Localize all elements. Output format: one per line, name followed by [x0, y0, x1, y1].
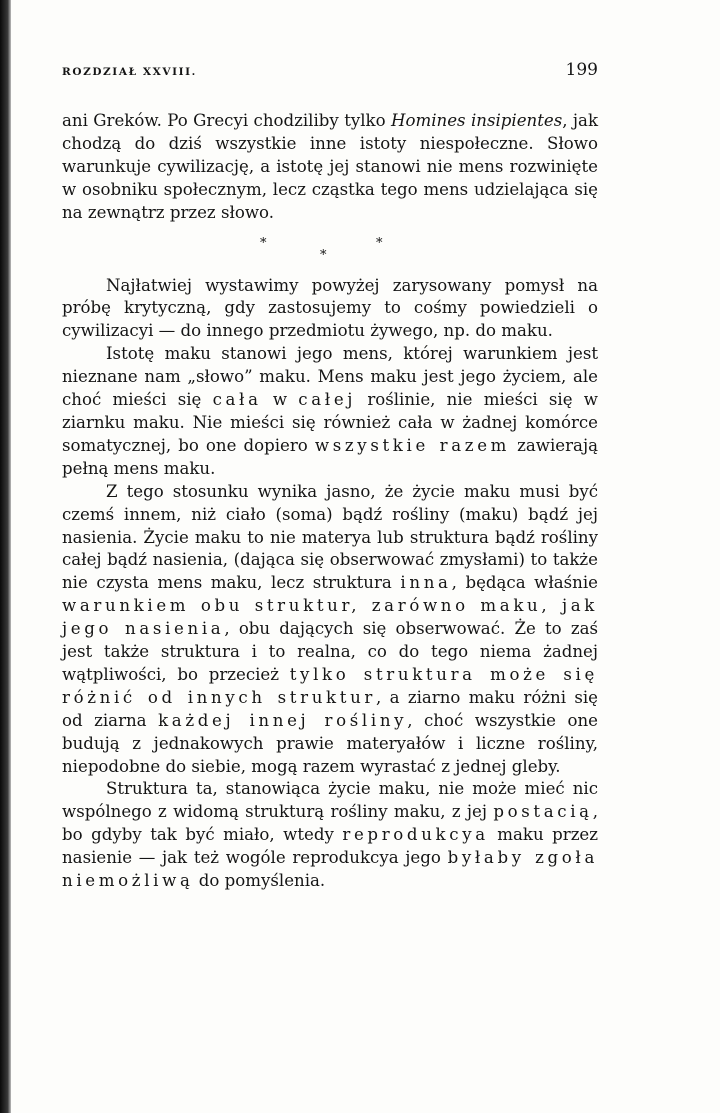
spaced-emphasis: inna [400, 573, 452, 593]
chapter-title: ROZDZIAŁ XXVIII. [62, 66, 197, 78]
text-run: Struktura ta, stanowiąca życie maku, nie może mieć nic wspólnego z widomą strukturą rośliny maku, z jej [62, 779, 598, 822]
spaced-emphasis: każdej innej rośliny [158, 710, 408, 730]
spaced-emphasis: cała [212, 390, 262, 410]
text-run: , będąca właśnie [451, 573, 598, 593]
book-page [62, 60, 598, 893]
paragraph-3 [62, 343, 598, 480]
text-run: , bo gdyby tak być miało, wtedy [62, 802, 598, 845]
book-spine-shadow [0, 0, 11, 1113]
text-run: zawierają pełną mens maku. [62, 435, 598, 478]
text-run: , a ziarno maku różni się od ziarna [62, 687, 599, 730]
text-run: roślinie, nie mieści się w ziarnku maku. Nie mieści się również cała w żadnej komórce somatycznej, bo one dopiero [62, 390, 598, 455]
text-run: do pomyślenia. [193, 871, 326, 891]
italic-run: Homines insipientes [391, 111, 563, 130]
spaced-emphasis: wszystkie razem [314, 435, 511, 455]
asterisk: * [376, 235, 383, 251]
paragraph-1 [62, 110, 598, 225]
text-run: Istotę maku stanowi jego mens, której warunkiem jest nieznane nam „słowo” maku. Mens maku jest jego życiem, ale choć mieści się [62, 344, 598, 410]
paragraph-4 [62, 481, 598, 779]
text-run: , obu dających się obserwować. Że to zaś jest także struktura i to realna, co do tego niema żadnej wątpliwości, bo przecież [62, 619, 598, 684]
paragraph-2: Najłatwiej wystawimy powyżej zarysowany pomysł na próbę krytyczną, gdy zastosujemy to cośmy powiedzieli o cywilizacyi — do innego przedmiotu żywego, np. do maku. [62, 275, 598, 341]
text-run: , jak chodzą do dziś wszystkie inne istoty niespołeczne. Słowo warunkuje cywilizację, a istotę jej stanowi nie mens rozwinięte w osobniku społecznym, lecz cząstka tego mens udzielająca się na zewnątrz przez słowo. [62, 111, 598, 222]
page-number: 199 [565, 60, 598, 80]
text-run: Z tego stosunku wynika jasno, że życie maku musi być czemś innem, niż ciało (soma) bądź rośliny (maku) bądź jej nasienia. Życie maku to nie materya lub struktura bądź rośliny całej bądź nasienia, (dająca się obserwować zmysłami) to także nie czysta mens maku, lecz struktura [62, 481, 598, 593]
spaced-emphasis: tylko struktura może się różnić od innych struktur [62, 664, 598, 707]
text-run: maku przez nasienie — jak też wogóle reprodukcya jego [62, 825, 598, 868]
text-run: w [261, 390, 299, 410]
paragraph-5 [62, 778, 598, 893]
spaced-emphasis: całej [298, 390, 357, 410]
spaced-emphasis: reprodukcya [342, 825, 489, 845]
text-run: ani Greków. Po Grecyi chodziliby tylko [62, 111, 392, 130]
text-run: , choć wszystkie one budują z jednakowych prawie materyałów i liczne rośliny, niepodobne do siebie, mogą razem wyrastać z jednej gleby. [62, 710, 598, 776]
spaced-emphasis: byłaby zgoła niemożliwą [62, 848, 598, 891]
section-asterism [62, 229, 598, 275]
spaced-emphasis: warunkiem obu struktur, zarówno maku, jak jego nasienia [62, 596, 598, 639]
spaced-emphasis: postacią [493, 802, 593, 822]
body-text [62, 110, 598, 893]
asterisk: * [320, 247, 327, 263]
asterisk: * [260, 235, 267, 251]
running-head [62, 60, 598, 80]
